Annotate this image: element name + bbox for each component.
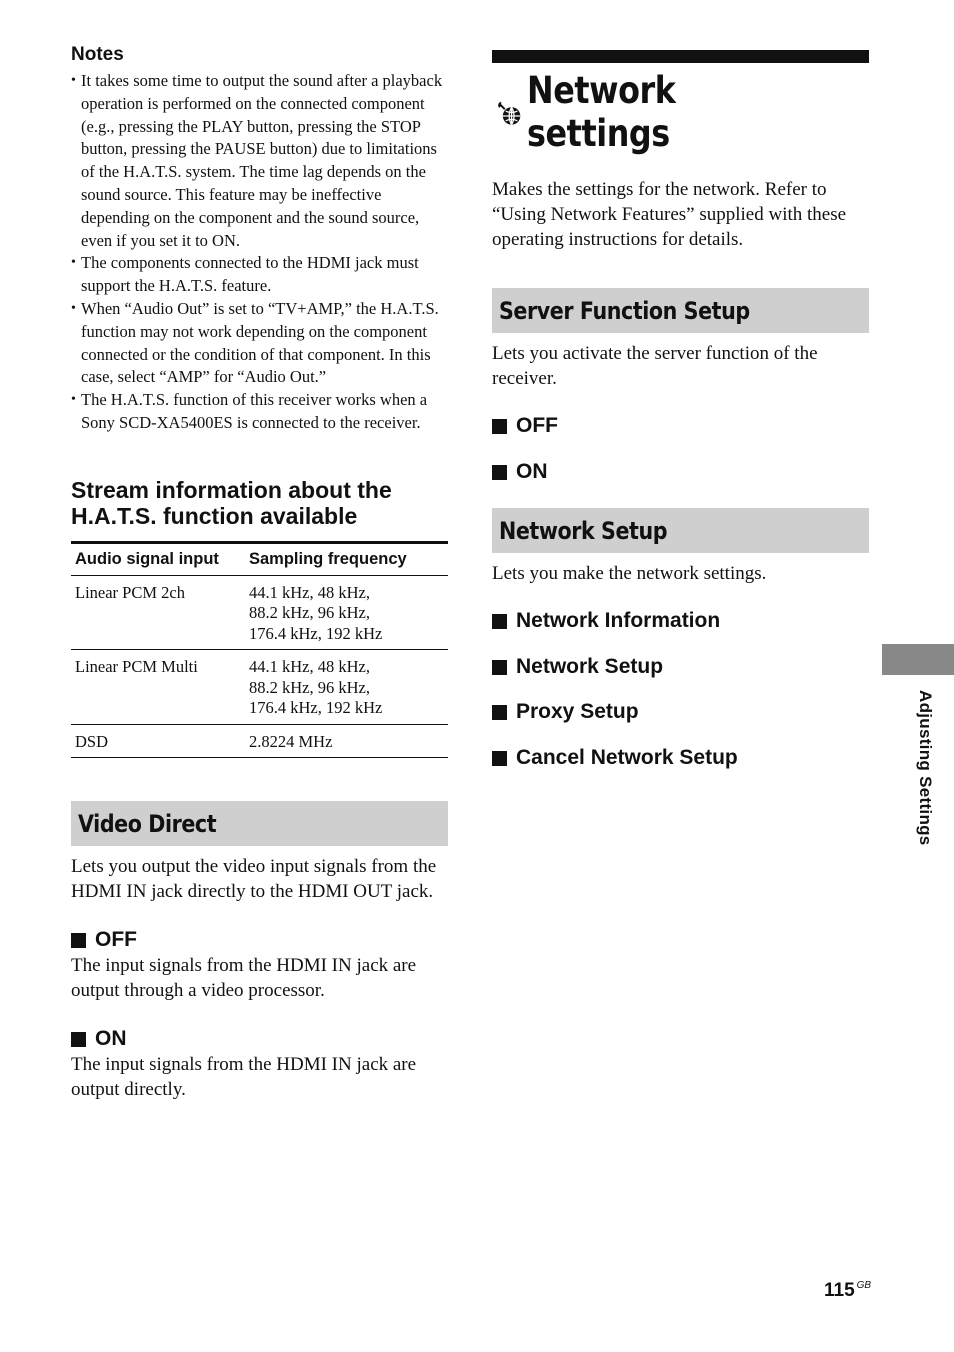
- square-bullet-icon: [71, 933, 86, 948]
- video-direct-header: [71, 801, 448, 846]
- network-setup-title: Network Setup: [499, 516, 668, 545]
- network-option-information: [492, 608, 869, 634]
- title-rule: [492, 50, 869, 63]
- frequency-line: 88.2 kHz, 96 kHz,: [249, 677, 370, 697]
- page-title: Network settings: [527, 69, 676, 155]
- note-item: • The H.A.T.S. function of this receiver works when a Sony SCD-XA5400ES is connected to the receiver.: [71, 389, 448, 435]
- square-bullet-icon: [492, 705, 507, 720]
- cell-input: Linear PCM Multi: [71, 650, 245, 725]
- frequency-line: 176.4 kHz, 192 kHz: [249, 698, 383, 718]
- network-setup-description: Lets you make the network settings.: [492, 563, 767, 584]
- frequency-line: 88.2 kHz, 96 kHz,: [249, 603, 370, 623]
- page-number-suffix: GB: [856, 1280, 872, 1291]
- server-option-on: [492, 459, 869, 485]
- option-label: Network Setup: [516, 655, 664, 678]
- frequency-line: 44.1 kHz, 48 kHz,: [249, 582, 370, 602]
- cell-input: Linear PCM 2ch: [71, 575, 245, 650]
- square-bullet-icon: [492, 751, 507, 766]
- option-description: The input signals from the HDMI IN jack are output through a video processor.: [71, 955, 417, 1002]
- frequency-line: 176.4 kHz, 192 kHz: [249, 623, 383, 643]
- network-option-cancel: [492, 745, 869, 771]
- network-settings-icon: [496, 100, 523, 128]
- note-item: • The components connected to the HDMI jack must support the H.A.T.S. feature.: [71, 252, 448, 298]
- square-bullet-icon: [492, 660, 507, 675]
- square-bullet-icon: [71, 1032, 86, 1047]
- section-tab-marker: [882, 644, 954, 675]
- right-column: [492, 50, 869, 771]
- note-item: • It takes some time to output the sound after a playback operation is performed on the connected component (e.g., pressing the PLAY button, pressing the STOP button, pressing the PAUSE button) due to limitations of the H.A.T.S. system. The time lag depends on the sound source. This feature may be ineffective depending on the component and the sound source, even if you set it to ON.: [71, 70, 448, 252]
- cell-input: DSD: [71, 724, 245, 758]
- option-label: Cancel Network Setup: [516, 746, 738, 769]
- notes-list: [71, 70, 448, 435]
- network-option-proxy: [492, 699, 869, 725]
- video-direct-title: Video Direct: [78, 809, 217, 838]
- network-setup-header: [492, 508, 869, 553]
- column-header-frequency: Sampling frequency: [245, 542, 448, 575]
- video-direct-option-on: [71, 1026, 448, 1052]
- hats-stream-table: [71, 541, 448, 759]
- video-direct-option-off: [71, 927, 448, 953]
- page-number: [824, 1280, 871, 1302]
- square-bullet-icon: [492, 614, 507, 629]
- cell-frequency: [245, 724, 448, 758]
- server-function-description: Lets you activate the server function of the receiver.: [492, 343, 818, 389]
- network-settings-heading: [492, 69, 869, 155]
- option-label: ON: [95, 1027, 127, 1051]
- table-header-row: [71, 542, 448, 575]
- column-header-input: Audio signal input: [71, 542, 245, 575]
- video-direct-description: Lets you output the video input signals from the HDMI IN jack directly to the HDMI OUT jack.: [71, 856, 437, 903]
- cell-frequency: [245, 575, 448, 650]
- table-row: [71, 575, 448, 650]
- option-label: OFF: [95, 928, 137, 952]
- table-row: [71, 650, 448, 725]
- option-label: Proxy Setup: [516, 700, 639, 723]
- square-bullet-icon: [492, 419, 507, 434]
- section-side-label: Adjusting Settings: [916, 690, 935, 846]
- network-intro: Makes the settings for the network. Refer to “Using Network Features” supplied with these operating instructions for details.: [492, 179, 847, 250]
- left-column: [71, 44, 448, 1102]
- option-description: The input signals from the HDMI IN jack are output directly.: [71, 1054, 417, 1101]
- server-function-setup-title: Server Function Setup: [499, 296, 750, 325]
- table-row: [71, 724, 448, 758]
- notes-title: Notes: [71, 44, 124, 65]
- frequency-line: 2.8224 MHz: [249, 731, 333, 751]
- square-bullet-icon: [492, 465, 507, 480]
- frequency-line: 44.1 kHz, 48 kHz,: [249, 657, 370, 677]
- page-number-value: 115: [824, 1280, 855, 1301]
- network-option-setup: [492, 654, 869, 680]
- cell-frequency: [245, 650, 448, 725]
- server-function-setup-header: [492, 288, 869, 333]
- option-label: OFF: [516, 414, 558, 437]
- note-item: • When “Audio Out” is set to “TV+AMP,” the H.A.T.S. function may not work depending on the component connected or the condition of that component. In this case, select “AMP” for “Audio Out.”: [71, 298, 448, 389]
- stream-info-heading: Stream information about the H.A.T.S. function available: [71, 476, 392, 529]
- option-label: Network Information: [516, 609, 721, 632]
- option-label: ON: [516, 460, 548, 483]
- server-option-off: [492, 413, 869, 439]
